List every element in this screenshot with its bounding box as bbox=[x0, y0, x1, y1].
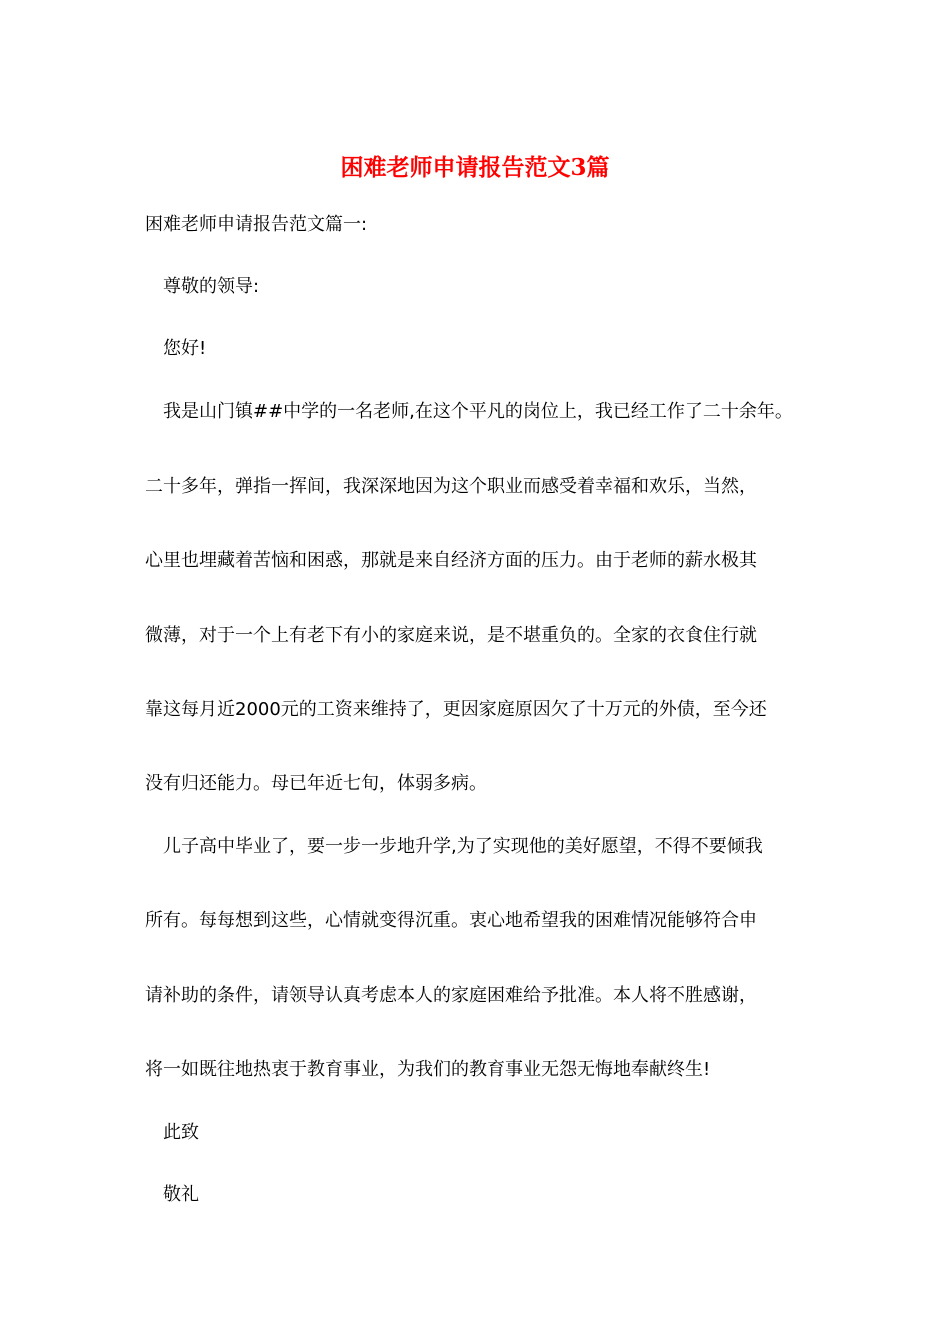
paragraph-line: 请补助的条件，请领导认真考虑本人的家庭困难给予批准。本人将不胜感谢， bbox=[145, 985, 757, 1006]
paragraph-line: 我是山门镇##中学的一名老师,在这个平凡的岗位上，我已经工作了二十余年。 bbox=[163, 401, 793, 422]
paragraph-line: 儿子高中毕业了，要一步一步地升学,为了实现他的美好愿望，不得不要倾我 bbox=[163, 836, 763, 857]
greeting: 您好! bbox=[163, 338, 207, 359]
paragraph-line: 所有。每每想到这些，心情就变得沉重。衷心地希望我的困难情况能够符合申 bbox=[145, 910, 757, 931]
paragraph-line: 将一如既往地热衷于教育事业，为我们的教育事业无怨无悔地奉献终生! bbox=[145, 1059, 711, 1080]
paragraph-line: 微薄，对于一个上有老下有小的家庭来说，是不堪重负的。全家的衣食住行就 bbox=[145, 625, 757, 646]
paragraph-line: 没有归还能力。母已年近七旬，体弱多病。 bbox=[145, 773, 487, 794]
paragraph-line: 靠这每月近2000元的工资来维持了，更因家庭原因欠了十万元的外债，至今还 bbox=[145, 699, 767, 720]
section-heading: 困难老师申请报告范文篇一: bbox=[145, 214, 368, 235]
paragraph-line: 二十多年，弹指一挥间，我深深地因为这个职业而感受着幸福和欢乐，当然， bbox=[145, 476, 757, 497]
paragraph-line: 心里也埋藏着苦恼和困惑，那就是来自经济方面的压力。由于老师的薪水极其 bbox=[145, 550, 757, 571]
closing-salute: 敬礼 bbox=[163, 1184, 199, 1205]
salutation: 尊敬的领导: bbox=[163, 276, 260, 297]
document-title: 困难老师申请报告范文3篇 bbox=[340, 154, 610, 181]
closing-line: 此致 bbox=[163, 1122, 199, 1143]
